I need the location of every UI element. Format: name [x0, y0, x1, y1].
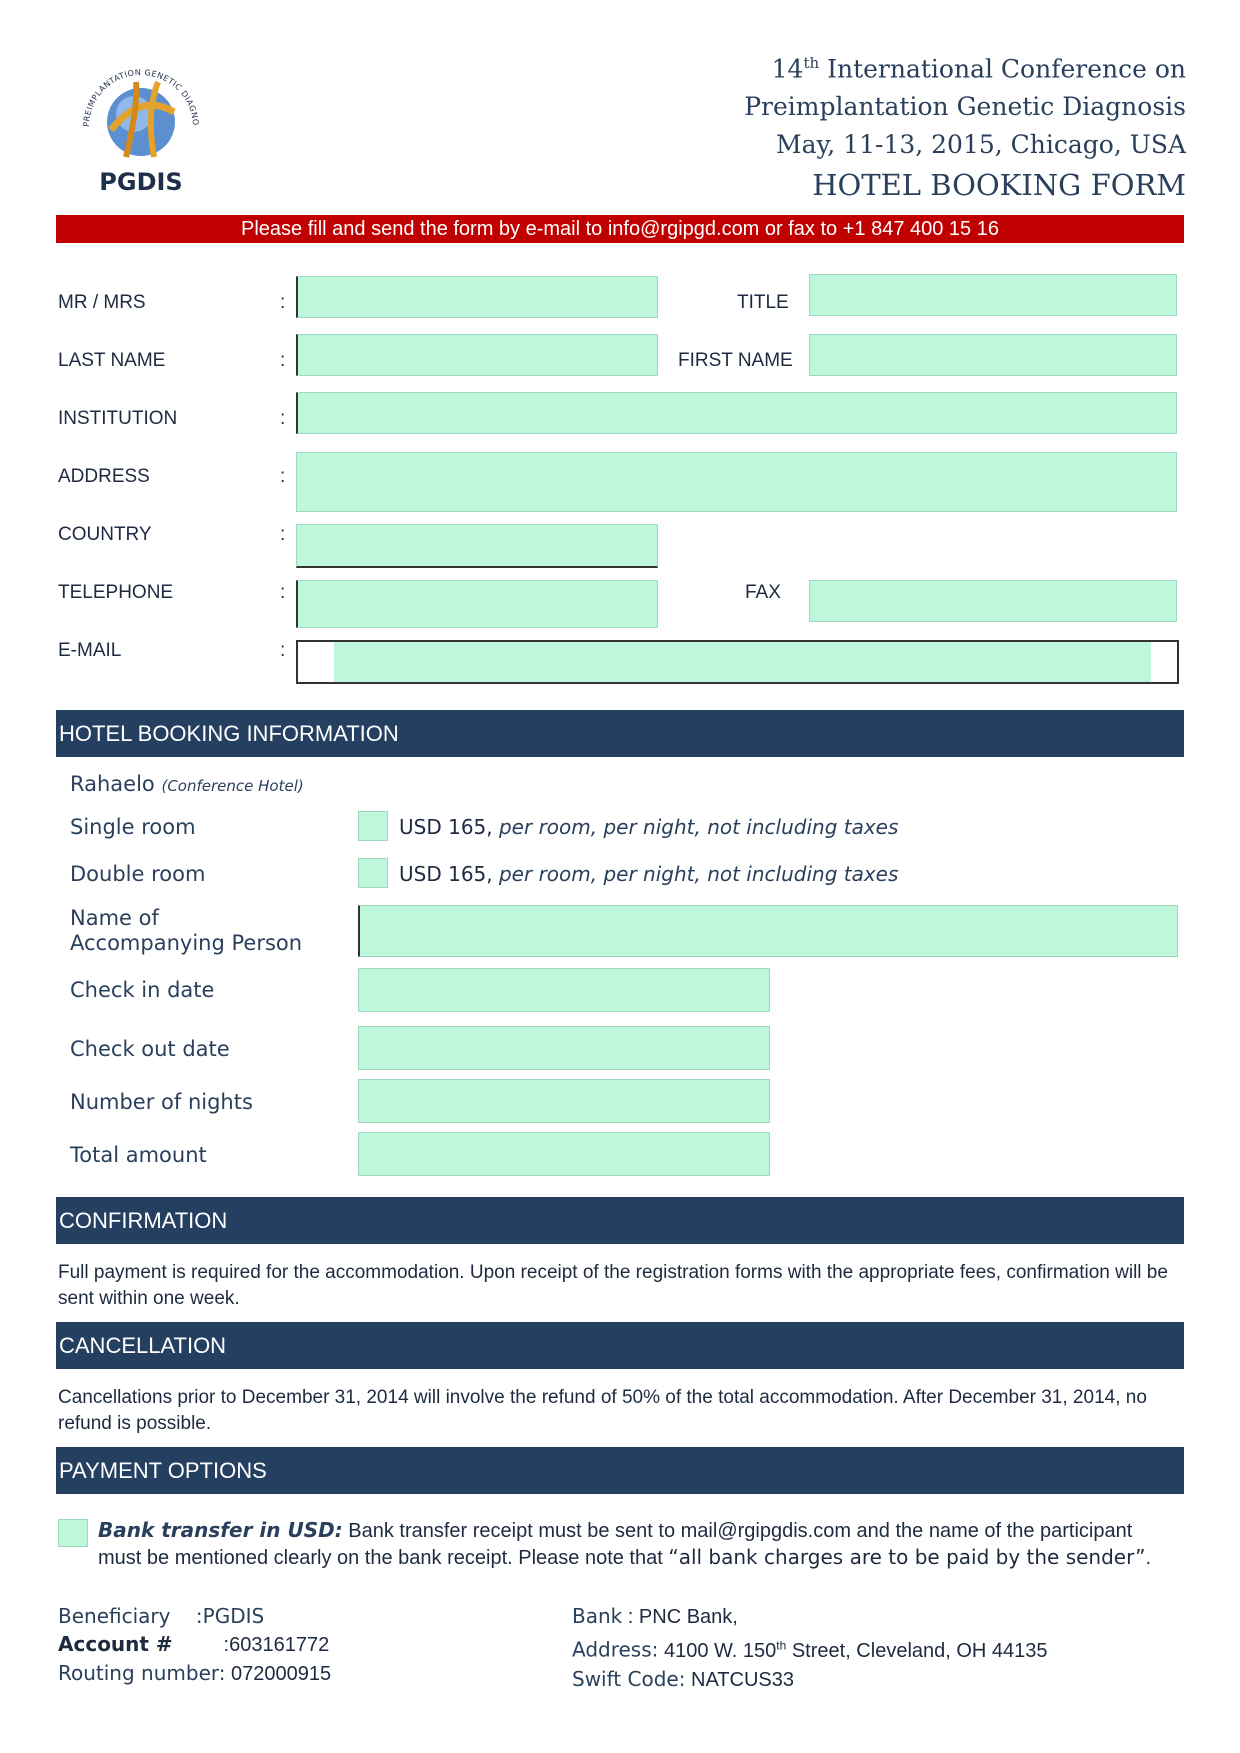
last-name-label: LAST NAME: [58, 350, 166, 371]
pgdis-logo: [66, 52, 216, 202]
conf-line-2: Preimplantation Genetic Diagnosis: [744, 92, 1186, 122]
form-title: HOTEL BOOKING FORM: [812, 168, 1186, 203]
telephone-field[interactable]: [296, 580, 658, 628]
email-field-fill[interactable]: [334, 642, 1151, 682]
mr-mrs-field[interactable]: [296, 276, 658, 318]
cancellation-text: Cancellations prior to December 31, 2014 will involve the refund of 50% of the total accommodation. After December 31, 2014, no refund is possible.: [58, 1387, 1147, 1434]
logo-acronym: PGDIS: [99, 168, 183, 196]
confirmation-section-header: CONFIRMATION: [56, 1197, 1184, 1244]
mr-mrs-label: MR / MRS: [58, 292, 146, 313]
double-room-label: Double room: [70, 862, 206, 886]
hotel-section-header: HOTEL BOOKING INFORMATION: [56, 710, 1184, 757]
colon: :: [280, 640, 286, 661]
last-name-field[interactable]: [296, 334, 658, 376]
total-label: Total amount: [70, 1143, 207, 1167]
colon: :: [280, 292, 286, 313]
bank-transfer-text: Bank transfer in USD: Bank transfer receipt must be sent to mail@rgipgdis.com and the name of the participant must be mentioned clearly on the bank receipt. Please note that “all bank charges are to be paid by the sender”.: [98, 1518, 1152, 1569]
country-label: COUNTRY: [58, 524, 152, 545]
institution-field[interactable]: [296, 392, 1177, 434]
nights-label: Number of nights: [70, 1090, 253, 1114]
total-field[interactable]: [358, 1132, 770, 1176]
telephone-label: TELEPHONE: [58, 582, 174, 603]
single-room-price: USD 165, per room, per night, not including taxes: [399, 815, 899, 839]
conf-line-3: May, 11-13, 2015, Chicago, USA: [775, 130, 1186, 160]
logo-ring-text: PREIMPLANTATION GENETIC DIAGNO: [81, 67, 201, 128]
title-label: TITLE: [737, 292, 789, 313]
fax-label: FAX: [745, 582, 781, 603]
conference-title: [744, 44, 1186, 204]
address-label: ADDRESS: [58, 466, 150, 487]
email-field[interactable]: [296, 640, 1179, 684]
email-label: E-MAIL: [58, 640, 122, 661]
beneficiary-info: Beneficiary :PGDIS Account # :603161772 Routing number: 072000915: [58, 1604, 332, 1685]
address-field[interactable]: [296, 452, 1177, 512]
nights-field[interactable]: [358, 1079, 770, 1123]
fax-field[interactable]: [809, 580, 1177, 622]
accompanying-person-field[interactable]: [358, 905, 1178, 957]
cancellation-section-header: CANCELLATION: [56, 1322, 1184, 1369]
accompanying-label: Name of Accompanying Person: [70, 906, 303, 955]
check-out-field[interactable]: [358, 1026, 770, 1070]
colon: :: [280, 466, 286, 487]
double-room-checkbox[interactable]: [358, 858, 388, 888]
check-in-label: Check in date: [70, 978, 215, 1002]
colon: :: [280, 582, 286, 603]
country-field[interactable]: [296, 524, 658, 568]
confirmation-text: Full payment is required for the accommodation. Upon receipt of the registration forms with the appropriate fees, confirmation will be sent within one week.: [58, 1262, 1168, 1309]
single-room-checkbox[interactable]: [358, 811, 388, 841]
institution-label: INSTITUTION: [58, 408, 178, 429]
conf-line-1: 14th International Conference on: [771, 54, 1186, 84]
check-out-label: Check out date: [70, 1037, 230, 1061]
double-room-price: USD 165, per room, per night, not including taxes: [399, 862, 899, 886]
colon: :: [280, 524, 286, 545]
title-field[interactable]: [809, 274, 1177, 316]
instruction-banner: Please fill and send the form by e-mail to info@rgipgd.com or fax to +1 847 400 15 16: [56, 215, 1184, 243]
bank-info: Bank : PNC Bank, Address: 4100 W. 150th Street, Cleveland, OH 44135 Swift Code: NATCUS33: [572, 1604, 1048, 1691]
colon: :: [280, 350, 286, 371]
bank-transfer-checkbox[interactable]: [58, 1519, 88, 1547]
hotel-note: (Conference Hotel): [161, 777, 304, 795]
colon: :: [280, 408, 286, 429]
single-room-label: Single room: [70, 815, 196, 839]
first-name-label: FIRST NAME: [678, 350, 793, 371]
first-name-field[interactable]: [809, 334, 1177, 376]
hotel-name: Rahaelo (Conference Hotel): [70, 772, 304, 796]
payment-section-header: PAYMENT OPTIONS: [56, 1447, 1184, 1494]
check-in-field[interactable]: [358, 968, 770, 1012]
